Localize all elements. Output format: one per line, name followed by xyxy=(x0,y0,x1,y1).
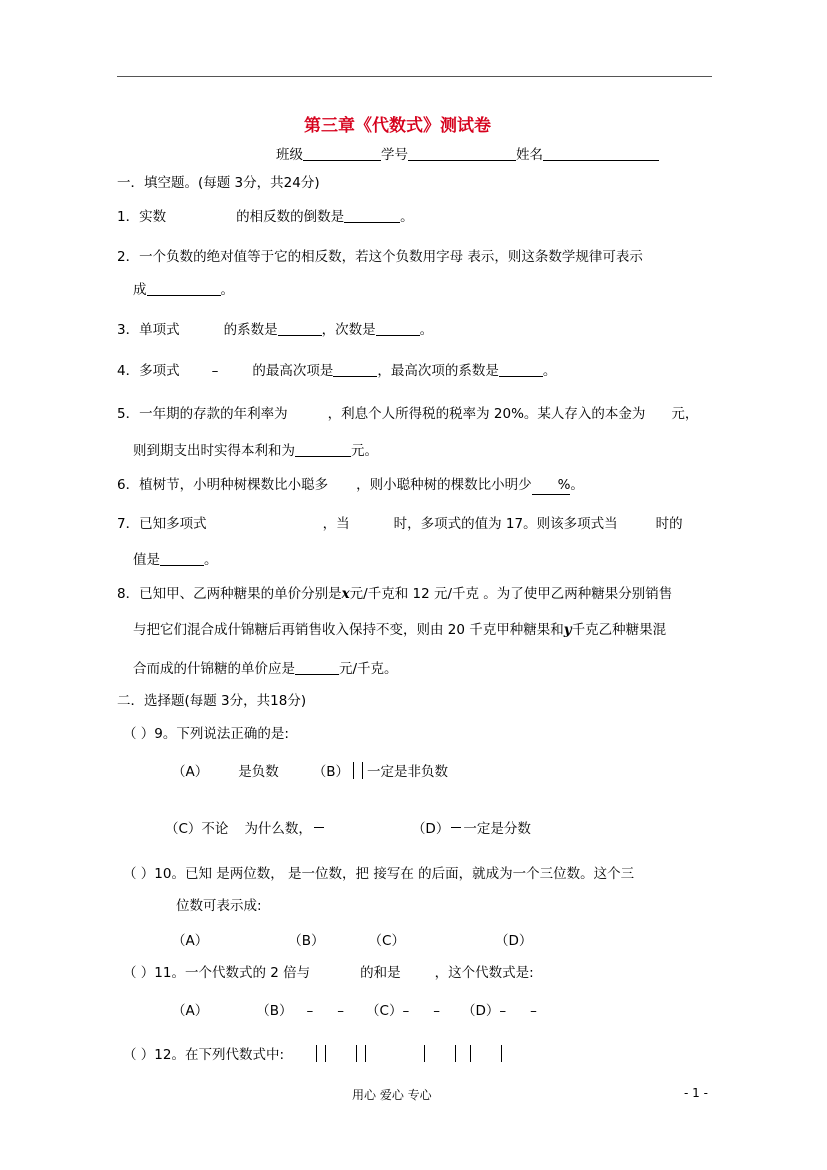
q9-option-d-text: 一定是分数 xyxy=(463,821,531,837)
q4-text-b: 的最高次项是 xyxy=(252,363,334,379)
q8-answer-blank[interactable] xyxy=(295,660,339,675)
q10-option-a[interactable]: （A） xyxy=(172,933,209,949)
q11-minus-d1: – xyxy=(499,1003,507,1019)
q5-answer-blank[interactable] xyxy=(295,442,351,457)
id-field[interactable] xyxy=(408,146,516,161)
q4-text-c: ，最高次项的系数是 xyxy=(377,363,499,379)
name-field[interactable] xyxy=(543,146,659,161)
student-info xyxy=(276,146,659,164)
q7-text-c: 时，多项式的值为 17。则该多项式当 xyxy=(393,516,618,532)
question-7-line2 xyxy=(133,551,218,569)
q8-text-f: 元/千克。 xyxy=(339,661,398,677)
question-9-options-cd xyxy=(165,820,531,838)
q11-text-b: 的和是 xyxy=(360,965,401,981)
question-2-line1: 2．一个负数的绝对值等于它的相反数，若这个负数用字母 表示，则这条数学规律可表示 xyxy=(117,249,643,265)
question-5-line2 xyxy=(133,442,378,460)
q8-text-a: 8．已知甲、乙两种糖果的单价分别是 xyxy=(117,586,342,602)
question-7-line1 xyxy=(117,515,683,533)
q9-option-c-label: （C）不论 xyxy=(165,821,229,837)
q11-option-d[interactable]: （D） xyxy=(461,1003,500,1019)
q4-text-d: 。 xyxy=(542,363,557,379)
q4-coef-blank[interactable] xyxy=(499,362,543,377)
q10-option-b[interactable]: （B） xyxy=(288,933,325,949)
page-title: 第三章《代数式》测试卷 xyxy=(304,116,491,136)
q10-option-d[interactable]: （D） xyxy=(494,933,533,949)
q12-bar-2 xyxy=(325,1045,326,1062)
q6-text-a: 6．植树节，小明种树棵数比小聪多 xyxy=(117,477,329,493)
q11-option-a[interactable]: （A） xyxy=(172,1003,209,1019)
question-11-options xyxy=(172,1002,537,1020)
q9-option-a-text: 是负数 xyxy=(238,764,279,780)
q12-bar-7 xyxy=(470,1045,471,1062)
class-field[interactable] xyxy=(303,146,381,161)
q2-text-b: 。 xyxy=(220,282,234,298)
section2-heading: 二．选择题(每题 3分，共18分) xyxy=(117,693,307,709)
q3-text-b: 的系数是 xyxy=(223,322,278,338)
q12-bar-3 xyxy=(356,1045,357,1062)
question-4 xyxy=(117,362,556,380)
q12-bar-1 xyxy=(316,1045,317,1062)
page-number: - 1 - xyxy=(684,1086,708,1100)
q7-answer-blank[interactable] xyxy=(160,551,204,566)
question-10-line2: 位数可表示成: xyxy=(176,898,262,914)
id-label: 学号 xyxy=(381,147,408,163)
question-8-line2 xyxy=(133,621,666,639)
question-5-line1 xyxy=(117,405,698,423)
q9-minus-sign-2 xyxy=(451,827,461,828)
question-10-options xyxy=(172,932,532,950)
q9-option-b-label: （B） xyxy=(312,764,350,780)
q5-text-e: 元。 xyxy=(351,443,378,459)
q1-text-a: 1．实数 xyxy=(117,209,167,225)
q9-minus-sign xyxy=(314,827,324,828)
q11-minus-b1: – xyxy=(306,1003,314,1019)
q4-term-blank[interactable] xyxy=(333,362,377,377)
q11-option-c[interactable]: （C） xyxy=(366,1003,403,1019)
q12-bar-8 xyxy=(501,1045,502,1062)
q3-text-a: 3．单项式 xyxy=(117,322,180,338)
q9-option-a-label: （A） xyxy=(172,764,209,780)
q8-var-x: x xyxy=(341,586,350,602)
question-11-stem xyxy=(123,964,534,982)
q8-text-e: 合而成的什锦糖的单价应是 xyxy=(133,661,295,677)
footer-motto: 用心 爱心 专心 xyxy=(352,1088,432,1102)
question-9-stem: （ ）9。下列说法正确的是: xyxy=(123,726,289,742)
q1-text-c: 。 xyxy=(400,209,414,225)
q5-text-c: 元， xyxy=(671,406,699,422)
question-8-line1 xyxy=(117,585,672,603)
q4-text-a: 4．多项式 xyxy=(117,363,180,379)
q3-degree-blank[interactable] xyxy=(376,321,420,336)
q6-text-d: 。 xyxy=(570,477,584,493)
header-rule xyxy=(117,76,712,77)
question-9-options-ab xyxy=(172,762,448,781)
q11-minus-c1: – xyxy=(402,1003,410,1019)
question-3 xyxy=(117,321,433,339)
q9-option-c-text: 为什么数， xyxy=(244,821,312,837)
q7-text-a: 7．已知多项式 xyxy=(117,516,207,532)
class-label: 班级 xyxy=(276,147,303,163)
q6-percent: % xyxy=(557,477,571,493)
name-label: 姓名 xyxy=(516,147,543,163)
q9-option-d-label: （D） xyxy=(411,821,450,837)
question-2-line2 xyxy=(133,281,234,299)
q7-text-f: 。 xyxy=(204,552,218,568)
q12-text: （ ）12。在下列代数式中: xyxy=(123,1047,285,1063)
question-6 xyxy=(117,476,584,495)
q11-option-b[interactable]: （B） xyxy=(256,1003,293,1019)
q12-bar-5 xyxy=(424,1045,425,1062)
q9-option-b-text: 一定是非负数 xyxy=(367,764,449,780)
question-1 xyxy=(117,208,414,226)
q11-minus-c2: – xyxy=(433,1003,440,1019)
q12-bar-4 xyxy=(365,1045,366,1062)
q12-bar-6 xyxy=(455,1045,456,1062)
abs-bar-left xyxy=(353,762,354,779)
q11-text-c: ，这个代数式是: xyxy=(434,965,534,981)
q7-text-d: 时的 xyxy=(655,516,683,532)
question-8-line3 xyxy=(133,660,398,678)
q3-text-c: ，次数是 xyxy=(321,322,376,338)
q8-text-c: 与把它们混合成什锦糖后再销售收入保持不变，则由 20 千克甲种糖果和 xyxy=(133,622,564,638)
q7-text-b: ，当 xyxy=(322,516,350,532)
q5-text-b: ，利息个人所得税的税率为 20%。某人存入的本金为 xyxy=(327,406,646,422)
q5-text-d: 则到期支出时实得本利和为 xyxy=(133,443,295,459)
q11-minus-d2: – xyxy=(530,1003,537,1019)
q11-minus-b2: – xyxy=(337,1003,345,1019)
q2-answer-blank[interactable] xyxy=(147,281,221,296)
q1-text-b: 的相反数的倒数是 xyxy=(236,209,345,225)
q3-coef-blank[interactable] xyxy=(278,321,322,336)
q11-text-a: （ ）11。一个代数式的 2 倍与 xyxy=(123,965,311,981)
q8-text-b: 元/千克和 12 元/千克 。为了使甲乙两种糖果分别销售 xyxy=(349,586,673,602)
question-10-line1: （ ）10。已知 是两位数， 是一位数，把 接写在 的后面，就成为一个三位数。这个三 xyxy=(123,866,635,882)
abs-bar-right xyxy=(362,762,363,779)
q5-text-a: 5．一年期的存款的年利率为 xyxy=(117,406,288,422)
q6-text-b: ，则小聪种树的棵数比小明少 xyxy=(356,477,532,493)
section1-heading: 一．填空题。(每题 3分，共24分) xyxy=(117,175,320,191)
q2-text-a: 成 xyxy=(133,282,147,298)
q1-answer-blank[interactable] xyxy=(344,208,400,223)
q7-text-e: 值是 xyxy=(133,552,160,568)
q4-minus: – xyxy=(211,363,219,379)
q8-text-d: 千克乙种糖果混 xyxy=(571,622,667,638)
question-12-stem xyxy=(123,1045,506,1064)
q10-option-c[interactable]: （C） xyxy=(368,933,405,949)
q3-text-d: 。 xyxy=(419,322,434,338)
q8-var-y: y xyxy=(563,622,572,638)
